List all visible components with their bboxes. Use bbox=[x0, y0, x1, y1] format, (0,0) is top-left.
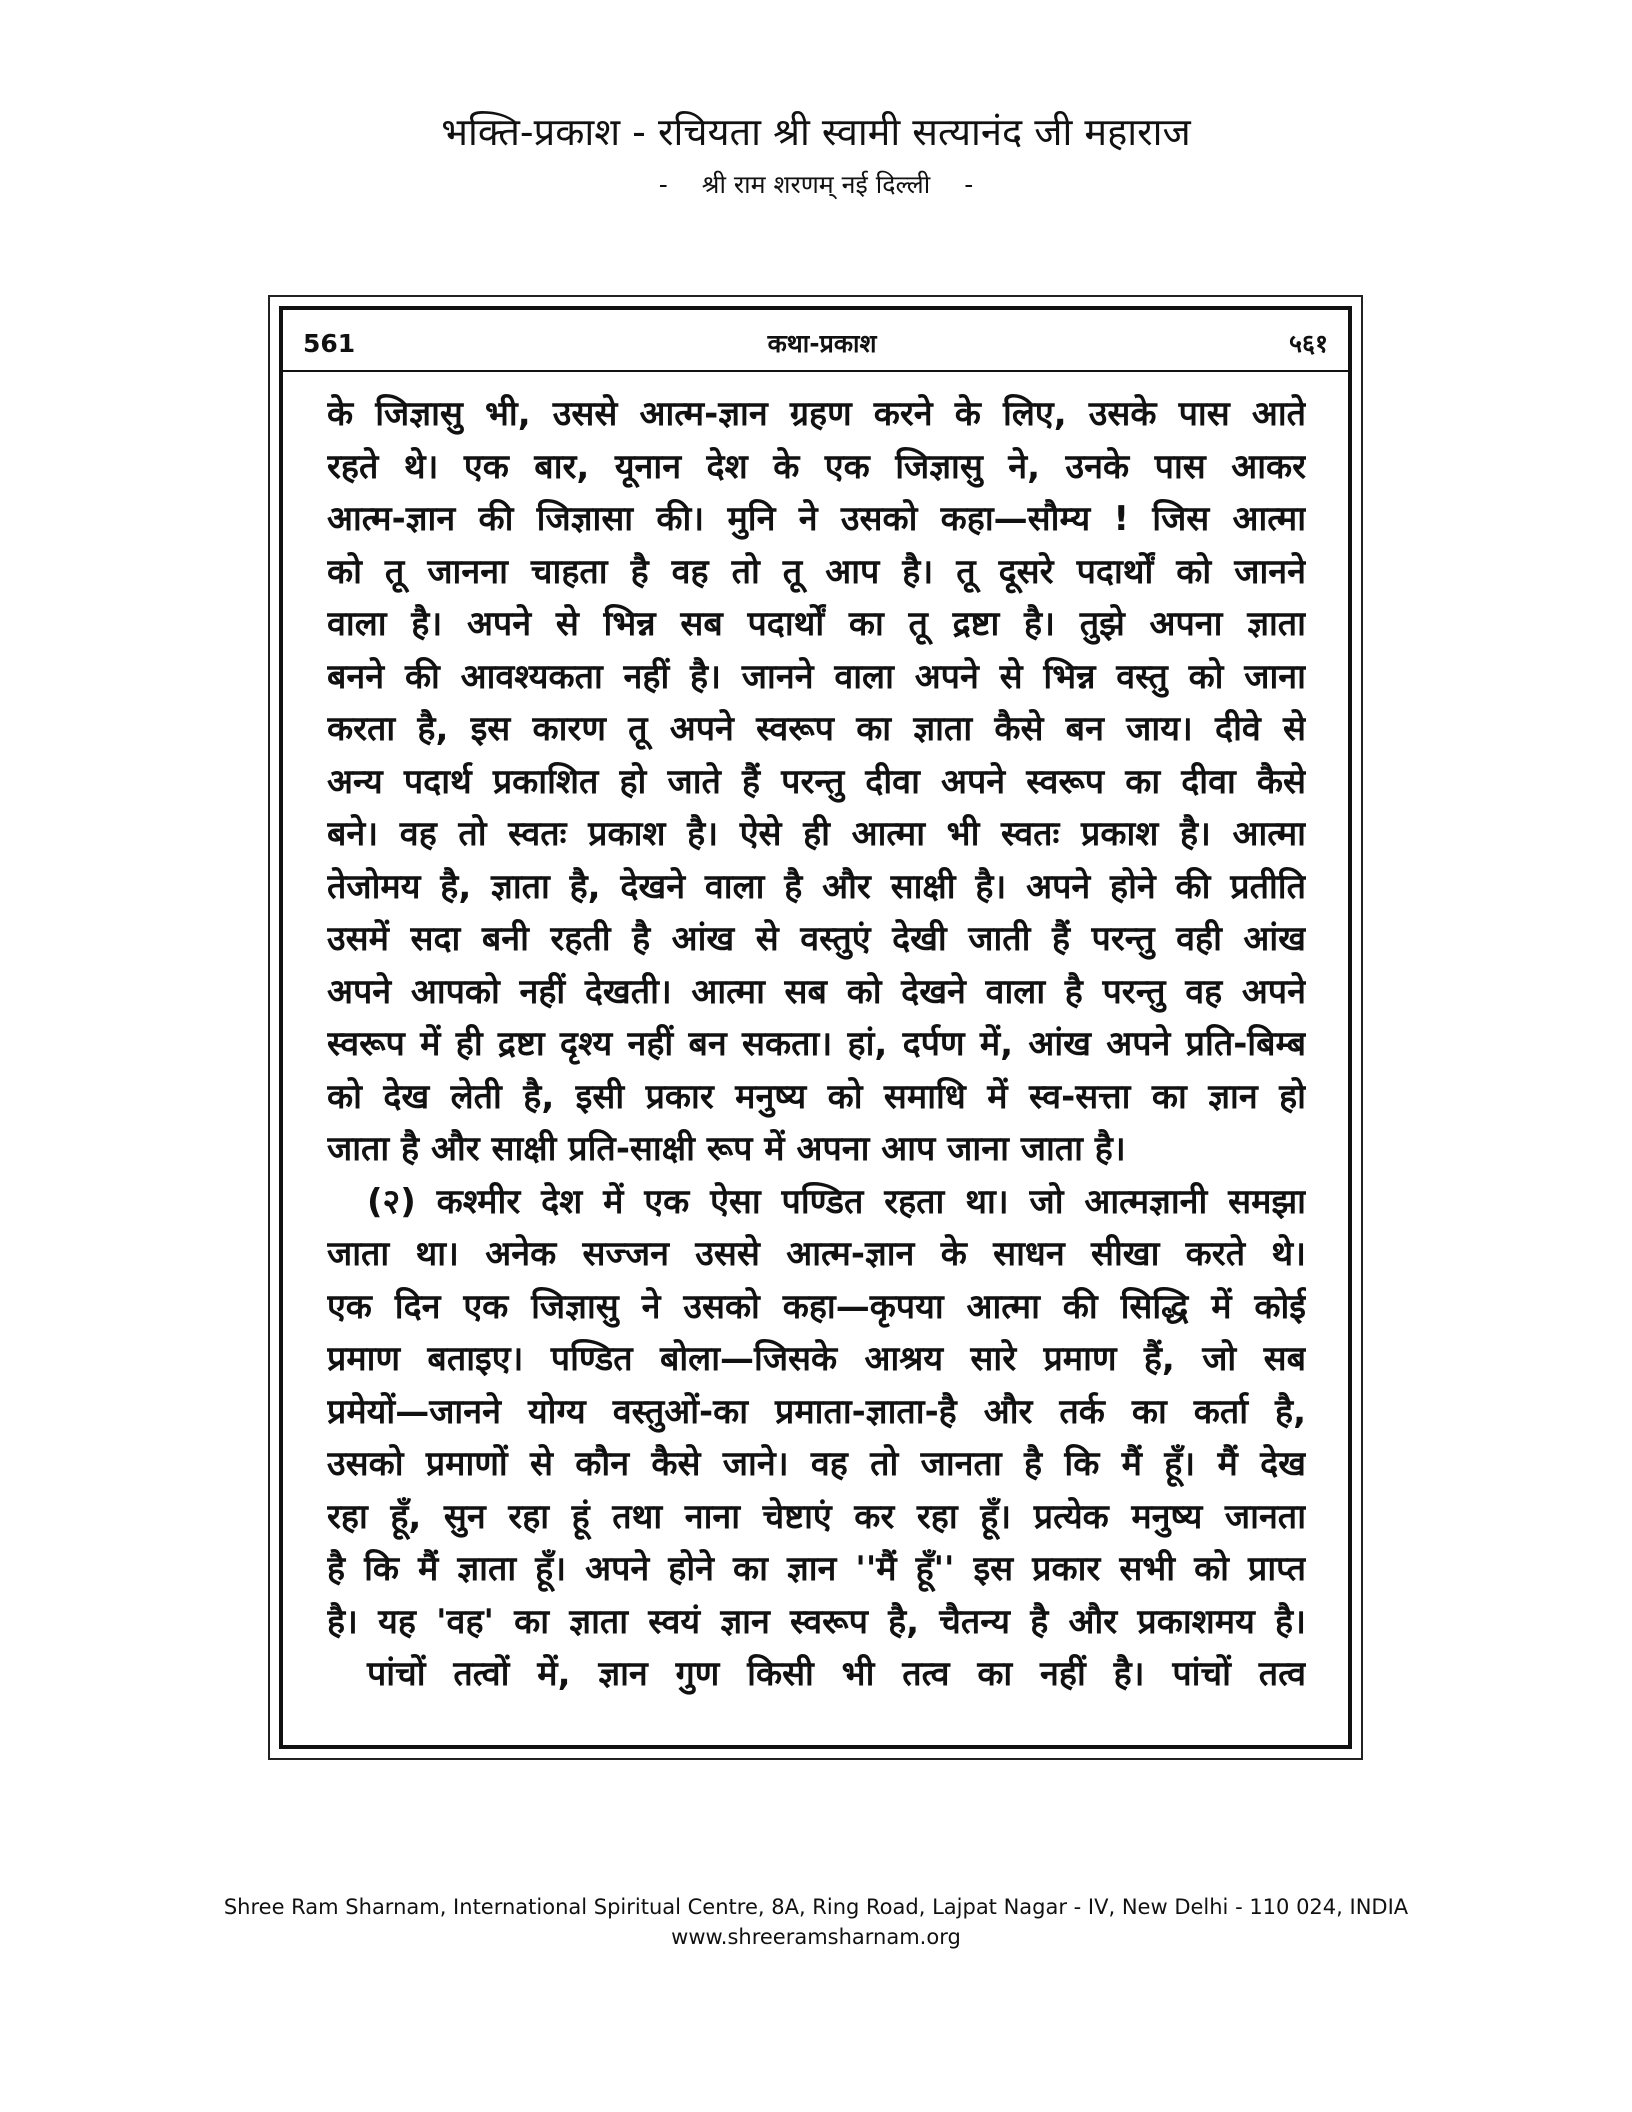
text-line: को देख लेती है, इसी प्रकार मनुष्य को समाधि में स्व-सत्ता का ज्ञान हो bbox=[327, 1076, 1306, 1117]
page-number-latin: 561 bbox=[303, 328, 356, 358]
text-line: (२) कश्मीर देश में एक ऐसा पण्डित रहता था। जो आत्मज्ञानी समझा bbox=[367, 1181, 1306, 1222]
footer-address: Shree Ram Sharnam, International Spiritual Centre, 8A, Ring Road, Lajpat Nagar - IV, New Delhi - 110 024, INDIA bbox=[223, 1895, 1409, 1919]
page-header bbox=[0, 105, 1632, 207]
text-line: को तू जानना चाहता है वह तो तू आप है। तू दूसरे पदार्थों को जानने bbox=[327, 551, 1306, 592]
page-number-devanagari: ५६१ bbox=[1288, 329, 1328, 358]
dash-left: - bbox=[658, 170, 668, 199]
text-line: उसमें सदा बनी रहती है आंख से वस्तुएं देखी जाती हैं परन्तु वही आंख bbox=[327, 919, 1306, 959]
text-line: रहते थे। एक बार, यूनान देश के एक जिज्ञासु ने, उनके पास आकर bbox=[327, 446, 1306, 487]
text-line: पांचों तत्वों में, ज्ञान गुण किसी भी तत्व का नहीं है। पांचों तत्व bbox=[367, 1654, 1306, 1694]
text-line: जाता है और साक्षी प्रति-साक्षी रूप में अपना आप जाना जाता है। bbox=[327, 1129, 1126, 1169]
publisher-line bbox=[0, 163, 1632, 207]
text-line: करता है, इस कारण तू अपने स्वरूप का ज्ञाता कैसे बन जाय। दीवे से bbox=[327, 709, 1306, 749]
page-frame-inner bbox=[279, 306, 1352, 1749]
text-line: है। यह 'वह' का ज्ञाता स्वयं ज्ञान स्वरूप है, चैतन्य है और प्रकाशमय है। bbox=[327, 1601, 1306, 1642]
text-line: तेजोमय है, ज्ञाता है, देखने वाला है और साक्षी है। अपने होने की प्रतीति bbox=[327, 866, 1306, 907]
text-line: के जिज्ञासु भी, उससे आत्म-ज्ञान ग्रहण करने के लिए, उसके पास आते bbox=[327, 394, 1306, 434]
text-line: जाता था। अनेक सज्जन उससे आत्म-ज्ञान के साधन सीखा करते थे। bbox=[327, 1234, 1306, 1274]
head-rule bbox=[283, 370, 1348, 372]
text-line: प्रमाण बताइए। पण्डित बोला—जिसके आश्रय सारे प्रमाण हैं, जो सब bbox=[327, 1339, 1306, 1379]
text-line: वाला है। अपने से भिन्न सब पदार्थों का तू द्रष्टा है। तुझे अपना ज्ञाता bbox=[327, 604, 1306, 644]
publisher-name: श्री राम शरणम् नई दिल्ली bbox=[701, 170, 931, 199]
text-line: स्वरूप में ही द्रष्टा दृश्य नहीं बन सकता। हां, दर्पण में, आंख अपने प्रति-बिम्ब bbox=[327, 1024, 1306, 1064]
text-line: आत्म-ज्ञान की जिज्ञासा की। मुनि ने उसको कहा—सौम्य ! जिस आत्मा bbox=[327, 499, 1306, 539]
text-line: उसको प्रमाणों से कौन कैसे जाने। वह तो जानता है कि मैं हूँ। मैं देख bbox=[327, 1444, 1306, 1484]
text-line: है कि मैं ज्ञाता हूँ। अपने होने का ज्ञान ''मैं हूँ'' इस प्रकार सभी को प्राप्त bbox=[327, 1549, 1306, 1589]
dash-right: - bbox=[964, 170, 974, 199]
footer-website: www.shreeramsharnam.org bbox=[671, 1925, 961, 1949]
page-footer bbox=[0, 1892, 1632, 1952]
body-text bbox=[327, 388, 1306, 1701]
text-line: बने। वह तो स्वतः प्रकाश है। ऐसे ही आत्मा भी स्वतः प्रकाश है। आत्मा bbox=[327, 814, 1306, 854]
section-title: कथा-प्रकाश bbox=[767, 329, 877, 358]
text-line: रहा हूँ, सुन रहा हूं तथा नाना चेष्टाएं कर रहा हूँ। प्रत्येक मनुष्य जानता bbox=[327, 1496, 1306, 1537]
page-frame bbox=[268, 295, 1363, 1760]
running-head bbox=[303, 322, 1328, 364]
text-line: अन्य पदार्थ प्रकाशित हो जाते हैं परन्तु दीवा अपने स्वरूप का दीवा कैसे bbox=[327, 761, 1306, 802]
text-line: एक दिन एक जिज्ञासु ने उसको कहा—कृपया आत्मा की सिद्धि में कोई bbox=[327, 1286, 1306, 1327]
book-title: भक्ति-प्रकाश - रचियता श्री स्वामी सत्यानंद जी महाराज bbox=[441, 110, 1191, 154]
text-line: बनने की आवश्यकता नहीं है। जानने वाला अपने से भिन्न वस्तु को जाना bbox=[327, 656, 1306, 697]
text-line: अपने आपको नहीं देखती। आत्मा सब को देखने वाला है परन्तु वह अपने bbox=[327, 971, 1306, 1012]
text-line: प्रमेयों—जानने योग्य वस्तुओं-का प्रमाता-ज्ञाता-है और तर्क का कर्ता है, bbox=[327, 1391, 1306, 1432]
